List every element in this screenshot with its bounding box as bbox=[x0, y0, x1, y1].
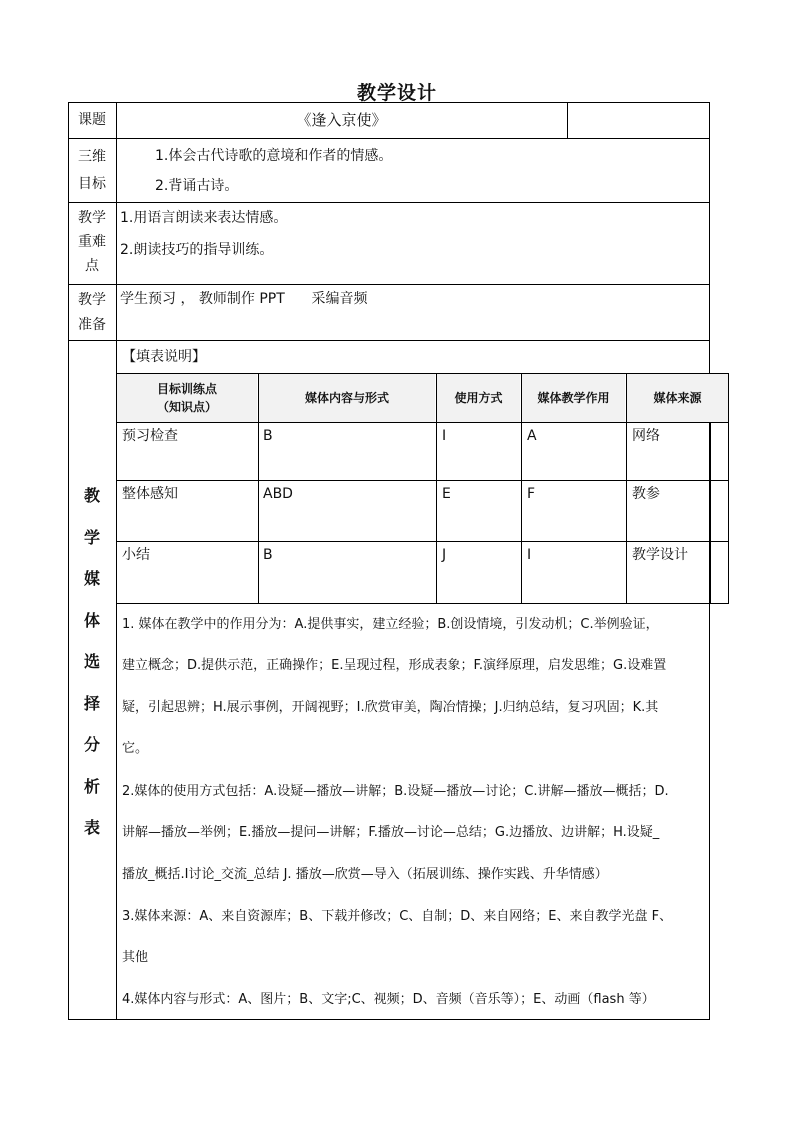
objectives-label-line: 三维 bbox=[78, 149, 106, 165]
table-cell-point: 小结 bbox=[122, 547, 150, 563]
vertical-char: 表 bbox=[83, 818, 100, 837]
note-line: 它。 bbox=[122, 741, 149, 756]
table-cell-source: 教参 bbox=[632, 486, 660, 502]
row-divider bbox=[68, 284, 710, 285]
key-points-label bbox=[68, 207, 116, 277]
note-line: 4.媒体内容与形式：A、图片；B、文字;C、视频；D、音频（音乐等）；E、动画（flash 等） bbox=[122, 992, 655, 1007]
media-section-label bbox=[72, 475, 112, 849]
note-line: 其他 bbox=[122, 950, 149, 965]
header-media-role: 媒体教学作用 bbox=[522, 374, 625, 422]
header-media-source: 媒体来源 bbox=[627, 374, 728, 422]
vertical-char: 学 bbox=[83, 527, 100, 547]
preparation-text: 学生预习 ， 教师制作 PPT 采编音频 bbox=[120, 291, 368, 307]
table-cell-usage: E bbox=[442, 486, 451, 502]
preparation-label-line: 准备 bbox=[78, 317, 106, 333]
note-line: 播放_概括.I讨论_交流_总结 J. 播放—欣赏—导入（拓展训练、操作实践、升华情感） bbox=[122, 867, 608, 882]
column-divider bbox=[567, 102, 568, 138]
table-cell-role: F bbox=[527, 486, 536, 502]
course-label: 课题 bbox=[78, 112, 106, 128]
preparation-label-line: 教学 bbox=[78, 292, 106, 308]
vertical-char: 教 bbox=[83, 486, 100, 505]
header-line: 目标训练点 bbox=[156, 382, 217, 396]
vertical-char: 选 bbox=[83, 652, 100, 671]
row-divider bbox=[68, 340, 710, 341]
vertical-char: 析 bbox=[83, 776, 100, 796]
key-points-label-line: 教学 bbox=[78, 210, 106, 226]
media-row-divider bbox=[116, 480, 729, 481]
key-points-label-line: 点 bbox=[85, 258, 99, 274]
key-point-item: 1.用语言朗读来表达情感。 bbox=[120, 210, 288, 226]
row-divider bbox=[68, 202, 710, 203]
media-row-divider bbox=[116, 541, 729, 542]
objective-item: 2.背诵古诗。 bbox=[155, 178, 239, 194]
header-usage: 使用方式 bbox=[437, 374, 520, 422]
table-cell-content: B bbox=[263, 547, 273, 563]
table-cell-point: 整体感知 bbox=[122, 486, 178, 502]
table-cell-point: 预习检查 bbox=[122, 428, 178, 444]
document-title: 教学设计 bbox=[356, 82, 437, 104]
vertical-char: 择 bbox=[83, 693, 100, 713]
course-title: 《逢入京使》 bbox=[296, 111, 387, 129]
key-point-item: 2.朗读技巧的指导训练。 bbox=[120, 242, 274, 258]
media-row-divider bbox=[116, 422, 729, 423]
note-line: 建立概念；D.提供示范，正确操作；E.呈现过程，形成表象；F.演绎原理，启发思维；G.设难置 bbox=[122, 658, 667, 673]
objectives-label bbox=[68, 146, 116, 195]
vertical-char: 媒 bbox=[83, 569, 100, 588]
objectives-label-line: 目标 bbox=[78, 176, 106, 192]
row-divider bbox=[68, 138, 710, 139]
note-line: 3.媒体来源：A、来自资源库；B、下载并修改；C、自制；D、来自网络；E、来自教学光盘 F、 bbox=[122, 909, 673, 924]
table-cell-role: A bbox=[527, 428, 537, 444]
note-line: 2.媒体的使用方式包括：A.设疑—播放—讲解；B.设疑—播放—讨论；C.讲解—播放—概括；D. bbox=[122, 784, 669, 799]
table-cell-content: B bbox=[263, 428, 273, 444]
table-cell-usage: J bbox=[442, 547, 447, 563]
vertical-char: 体 bbox=[83, 610, 100, 630]
note-line: 讲解—播放—举例；E.播放—提问—讲解；F.播放—讨论—总结；G.边播放、边讲解；H.设疑_ bbox=[122, 825, 660, 840]
header-media-content: 媒体内容与形式 bbox=[259, 374, 435, 422]
preparation-label bbox=[68, 289, 116, 336]
header-line: （知识点） bbox=[156, 400, 217, 414]
key-points-label-line: 重难 bbox=[78, 234, 106, 250]
objective-item: 1.体会古代诗歌的意境和作者的情感。 bbox=[155, 148, 393, 164]
note-line: 1. 媒体在教学中的作用分为：A.提供事实，建立经验；B.创设情境，引发动机；C.举例验证， bbox=[122, 617, 659, 632]
table-cell-source: 教学设计 bbox=[632, 547, 688, 563]
table-cell-role: I bbox=[527, 547, 532, 563]
table-cell-usage: I bbox=[442, 428, 447, 444]
note-line: 疑，引起思辨；H.展示事例，开阔视野；I.欣赏审美，陶冶情操；J.归纳总结，复习巩固；K.其 bbox=[122, 700, 659, 715]
fill-instructions-heading: 【填表说明】 bbox=[122, 349, 206, 365]
vertical-char: 分 bbox=[83, 735, 100, 754]
table-cell-content: ABD bbox=[263, 486, 293, 502]
table-cell-source: 网络 bbox=[632, 428, 660, 444]
header-target-point bbox=[117, 374, 257, 422]
